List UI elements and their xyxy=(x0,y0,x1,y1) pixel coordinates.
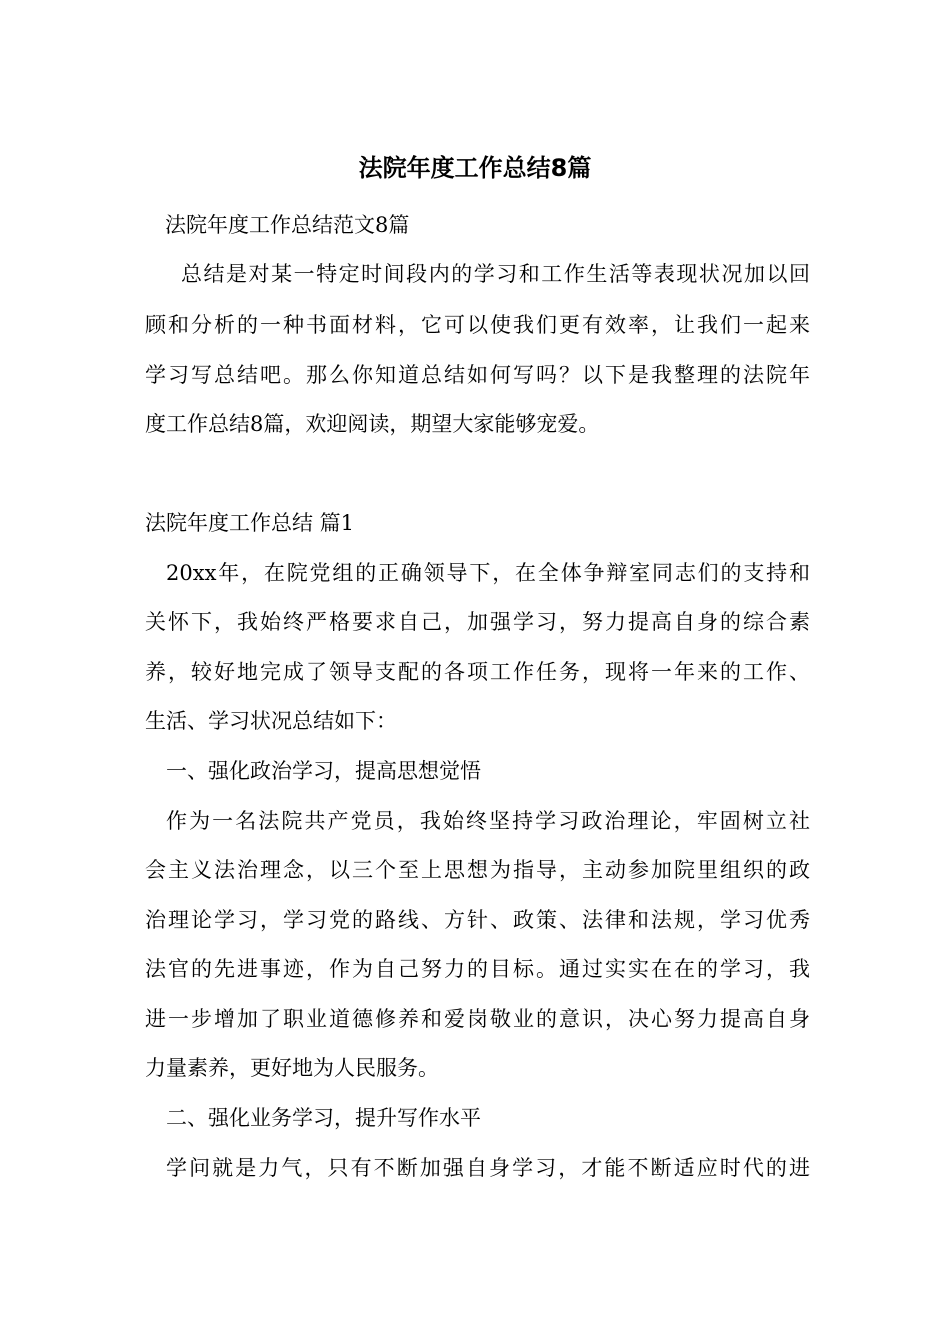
paragraph-line: 进一步增加了职业道德修养和爱岗敬业的意识，决心努力提高自身 xyxy=(145,1007,810,1031)
intro-line-3: 学习写总结吧。那么你知道总结如何写吗？以下是我整理的法院年 xyxy=(145,363,810,387)
intro-line-4: 度工作总结8篇，欢迎阅读，期望大家能够宠爱。 xyxy=(145,412,600,436)
paragraph-line: 关怀下，我始终严格要求自己，加强学习，努力提高自身的综合素 xyxy=(145,610,810,634)
paragraph-line: 养，较好地完成了领导支配的各项工作任务，现将一年来的工作、 xyxy=(145,660,810,684)
paragraph-line: 治理论学习，学习党的路线、方针、政策、法律和法规，学习优秀 xyxy=(145,908,810,932)
paragraph-line: 学问就是力气，只有不断加强自身学习，才能不断适应时代的进 xyxy=(166,1156,810,1180)
subheading-1: 一、强化政治学习，提高思想觉悟 xyxy=(166,759,481,783)
subtitle-line: 法院年度工作总结范文8篇 xyxy=(165,213,410,237)
paragraph-line: 力量素养，更好地为人民服务。 xyxy=(145,1056,439,1080)
section-heading-1: 法院年度工作总结 篇1 xyxy=(145,511,355,535)
intro-line-1: 总结是对某一特定时间段内的学习和工作生活等表现状况加以回 xyxy=(181,262,810,286)
paragraph-line: 作为一名法院共产党员，我始终坚持学习政治理论，牢固树立社 xyxy=(166,809,810,833)
paragraph-line: 20xx年，在院党组的正确领导下，在全体争辩室同志们的支持和 xyxy=(166,561,810,585)
paragraph-line: 法官的先进事迹，作为自己努力的目标。通过实实在在的学习，我 xyxy=(145,957,810,981)
document-title: 法院年度工作总结8篇 xyxy=(358,154,592,182)
paragraph-line: 生活、学习状况总结如下： xyxy=(145,709,397,733)
paragraph-line: 会主义法治理念，以三个至上思想为指导，主动参加院里组织的政 xyxy=(145,858,810,882)
subheading-2: 二、强化业务学习，提升写作水平 xyxy=(166,1106,481,1130)
intro-line-2: 顾和分析的一种书面材料，它可以使我们更有效率，让我们一起来 xyxy=(145,313,810,337)
